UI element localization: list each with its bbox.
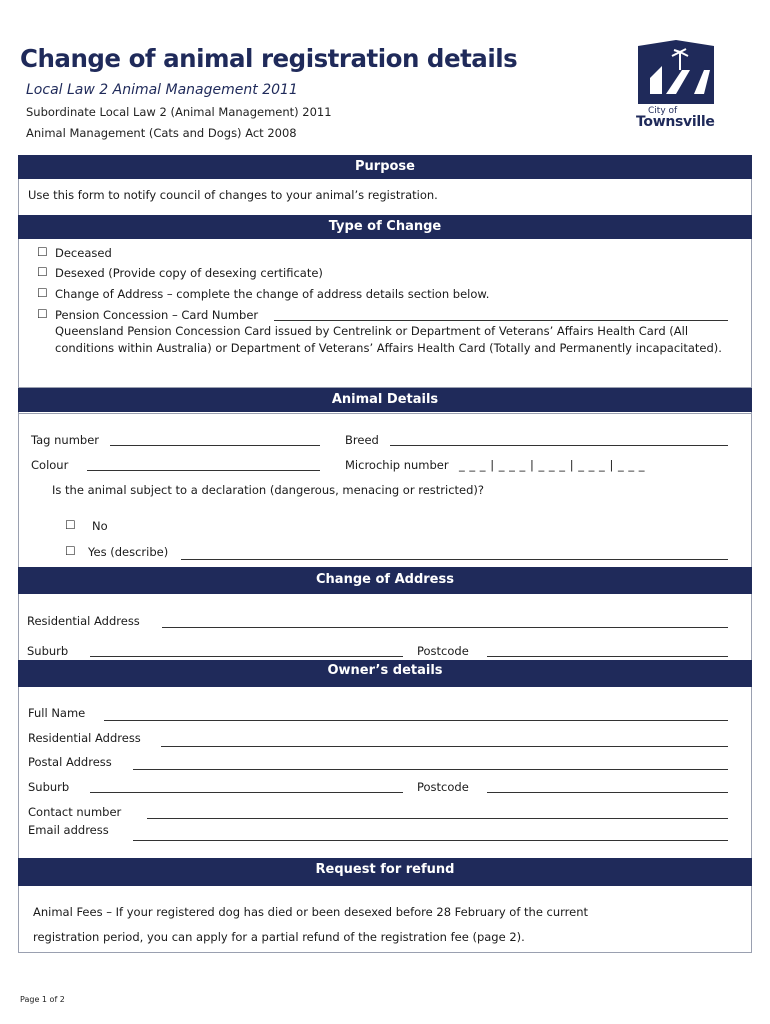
tag-number-label: Tag number <box>31 433 100 447</box>
breed-label: Breed <box>345 433 379 447</box>
email-address-field[interactable] <box>133 840 728 841</box>
page-number: Page 1 of 2 <box>20 995 65 1004</box>
full-name-field[interactable] <box>104 720 728 721</box>
refund-text-line-2: registration period, you can apply for a partial refund of the registration fee (page 2). <box>33 930 525 944</box>
new-postcode-field[interactable] <box>487 656 728 657</box>
animal-details-heading: Animal Details <box>18 388 752 412</box>
microchip-field[interactable]: _ _ _ | _ _ _ | _ _ _ | _ _ _ | _ _ _ <box>459 458 646 472</box>
desexed-label: Desexed (Provide copy of desexing certificate) <box>55 266 323 280</box>
postal-address-label: Postal Address <box>28 755 112 769</box>
owner-postcode-field[interactable] <box>487 792 728 793</box>
desexed-checkbox[interactable]: ☐ <box>37 265 48 279</box>
residential-address-label: Residential Address <box>27 614 140 628</box>
pension-note: Queensland Pension Concession Card issued by Centrelink or Department of Veterans’ Affairs Health Card (All conditions within Australia) or Department of Veterans’ Affairs Health Card (Totally and Permanently incapacitated). <box>55 324 722 355</box>
type-of-change-heading: Type of Change <box>18 215 752 239</box>
deceased-checkbox[interactable]: ☐ <box>37 245 48 259</box>
declaration-question: Is the animal subject to a declaration (dangerous, menacing or restricted)? <box>52 483 485 497</box>
law-reference-2: Animal Management (Cats and Dogs) Act 2008 <box>26 126 297 140</box>
purpose-heading: Purpose <box>18 155 752 179</box>
change-of-address-checkbox[interactable]: ☐ <box>37 286 48 300</box>
contact-number-field[interactable] <box>147 818 728 819</box>
owner-postcode-label: Postcode <box>417 780 469 794</box>
tag-number-field[interactable] <box>110 445 320 446</box>
change-of-address-label: Change of Address – complete the change of address details section below. <box>55 287 490 301</box>
pension-concession-label: Pension Concession – Card Number <box>55 308 259 322</box>
postcode-label: Postcode <box>417 644 469 658</box>
postal-address-field[interactable] <box>133 769 728 770</box>
card-number-field[interactable] <box>274 320 728 321</box>
owner-residential-field[interactable] <box>161 746 728 747</box>
new-suburb-field[interactable] <box>90 656 403 657</box>
declaration-no-label: No <box>92 519 108 533</box>
new-residential-address-field[interactable] <box>162 627 728 628</box>
owners-details-heading: Owner’s details <box>18 660 752 687</box>
logo-city-text: City of <box>648 106 678 116</box>
page-title: Change of animal registration details <box>20 44 518 73</box>
change-of-address-heading: Change of Address <box>18 567 752 594</box>
page-subtitle: Local Law 2 Animal Management 2011 <box>26 82 298 98</box>
declaration-yes-checkbox[interactable]: ☐ <box>65 544 76 558</box>
refund-heading: Request for refund <box>18 858 752 886</box>
law-reference-1: Subordinate Local Law 2 (Animal Management) 2011 <box>26 105 332 119</box>
pension-concession-checkbox[interactable]: ☐ <box>37 307 48 321</box>
refund-text-line-1: Animal Fees – If your registered dog has died or been desexed before 28 February of the current <box>33 905 589 919</box>
deceased-label: Deceased <box>55 246 112 260</box>
colour-field[interactable] <box>87 470 320 471</box>
microchip-label: Microchip number <box>345 458 449 472</box>
full-name-label: Full Name <box>28 706 86 720</box>
owner-suburb-field[interactable] <box>90 792 403 793</box>
declaration-describe-field[interactable] <box>181 559 728 560</box>
declaration-no-checkbox[interactable]: ☐ <box>65 518 76 532</box>
owner-residential-label: Residential Address <box>28 731 141 745</box>
section-divider <box>18 413 752 414</box>
purpose-text: Use this form to notify council of changes to your animal’s registration. <box>28 188 438 202</box>
logo-town-text: Townsville <box>636 114 715 130</box>
breed-field[interactable] <box>390 445 728 446</box>
contact-number-label: Contact number <box>28 805 122 819</box>
email-address-label: Email address <box>28 823 109 837</box>
suburb-label: Suburb <box>27 644 69 658</box>
colour-label: Colour <box>31 458 69 472</box>
declaration-yes-label: Yes (describe) <box>88 545 169 559</box>
owner-suburb-label: Suburb <box>28 780 70 794</box>
